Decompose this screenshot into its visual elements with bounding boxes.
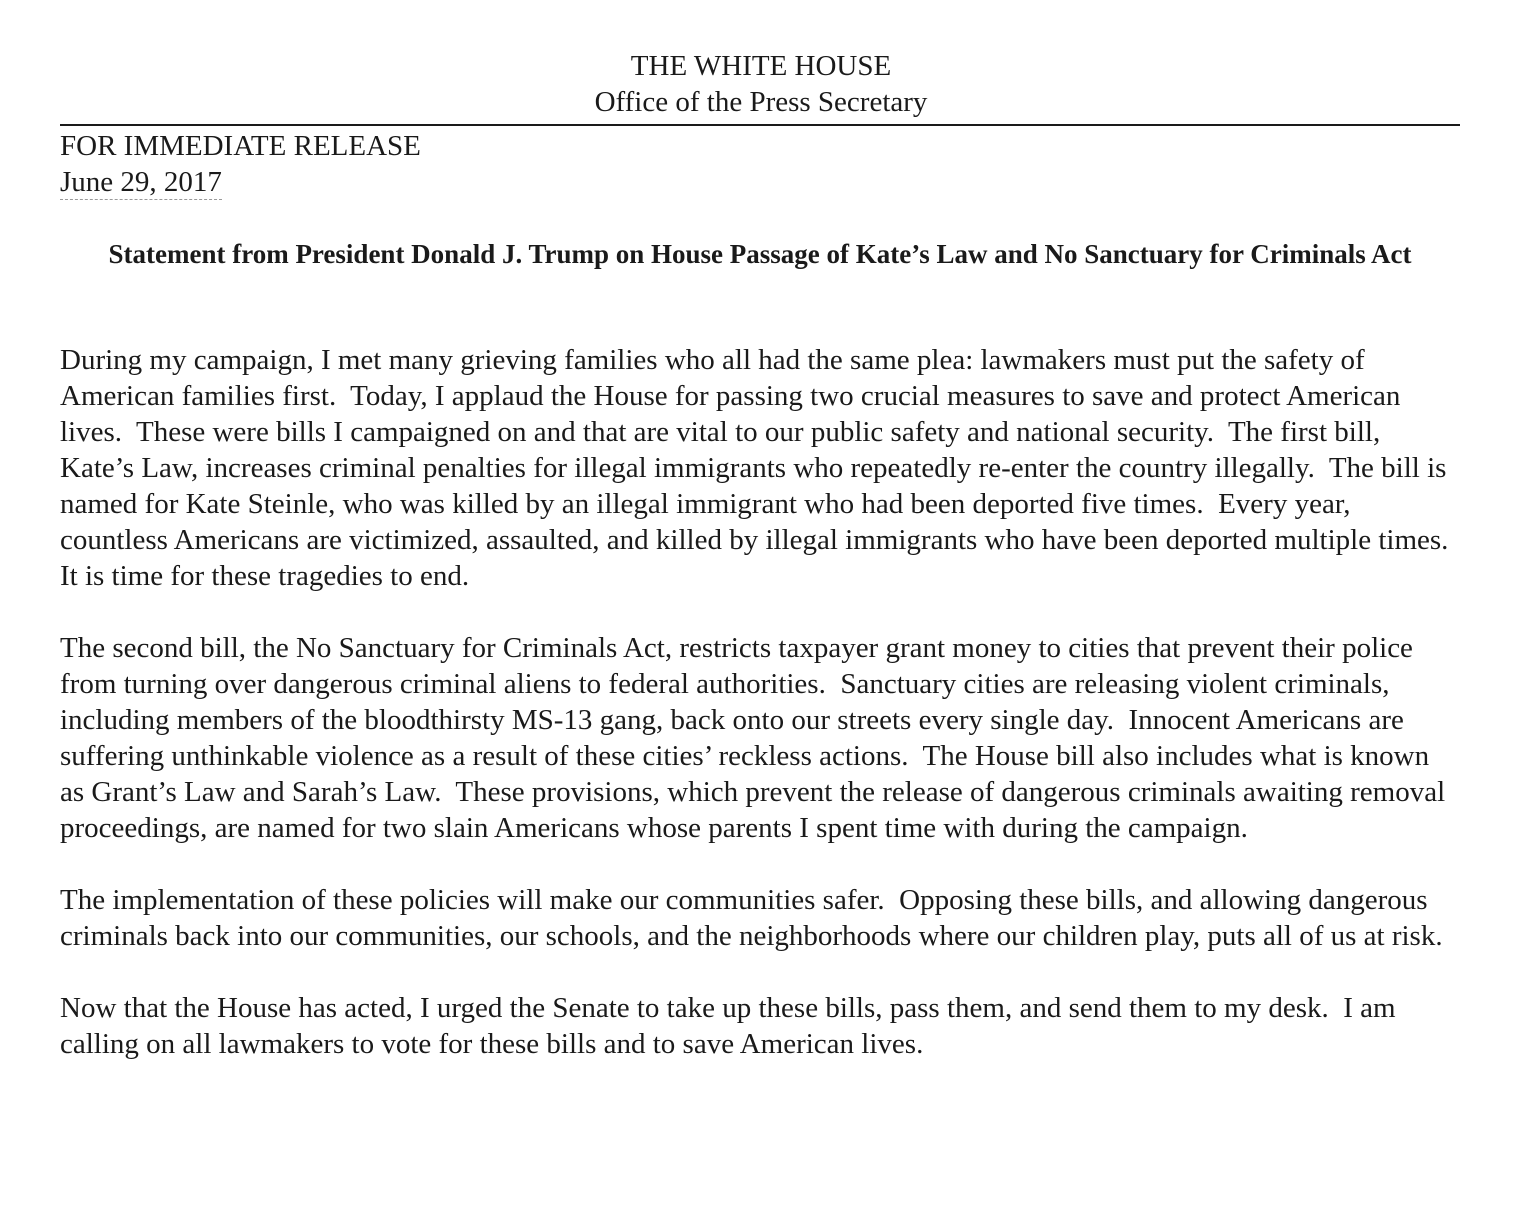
- letterhead: [0, 48, 1522, 120]
- statement-title: Statement from President Donald J. Trump on House Passage of Kate’s Law and No Sanctuary for Criminals Act: [108, 239, 1412, 269]
- release-label: FOR IMMEDIATE RELEASE: [60, 130, 421, 162]
- paragraph-4: Now that the House has acted, I urged the Senate to take up these bills, pass them, and send them to my desk. I am calling on all lawmakers to vote for these bills and to save American lives.: [60, 992, 1403, 1060]
- release-info: [60, 128, 421, 200]
- statement-body: [60, 342, 1463, 1098]
- paragraph-2: The second bill, the No Sanctuary for Criminals Act, restricts taxpayer grant money to cities that prevent their police from turning over dangerous criminal aliens to federal authorities. Sanctuary cities are releasing violent criminals, including members of the bloodthirsty MS-13 gang, back onto our streets every single day. Innocent Americans are suffering unthinkable violence as a result of these cities’ reckless actions. The House bill also includes what is known as Grant’s Law and Sarah’s Law. These provisions, which prevent the release of dangerous criminals awaiting removal proceedings, are named for two slain Americans whose parents I spent time with during the campaign.: [60, 632, 1453, 844]
- organization-name: THE WHITE HOUSE: [630, 50, 892, 82]
- header-divider: [60, 124, 1460, 126]
- paragraph-1: During my campaign, I met many grieving families who all had the same plea: lawmakers must put the safety of American families first. Today, I applaud the House for passing two crucial measures to save and protect American lives. These were bills I campaigned on and that are vital to our public safety and national security. The first bill, Kate’s Law, increases criminal penalties for illegal immigrants who repeatedly re-enter the country illegally. The bill is named for Kate Steinle, who was killed by an illegal immigrant who had been deported five times. Every year, countless Americans are victimized, assaulted, and killed by illegal immigrants who have been deported multiple times. It is time for these tragedies to end.: [60, 344, 1463, 592]
- office-name: Office of the Press Secretary: [594, 86, 928, 118]
- release-date: June 29, 2017: [60, 166, 222, 198]
- paragraph-3: The implementation of these policies will make our communities safer. Opposing these bills, and allowing dangerous criminals back into our communities, our schools, and the neighborhoods where our children play, puts all of us at risk.: [60, 884, 1443, 952]
